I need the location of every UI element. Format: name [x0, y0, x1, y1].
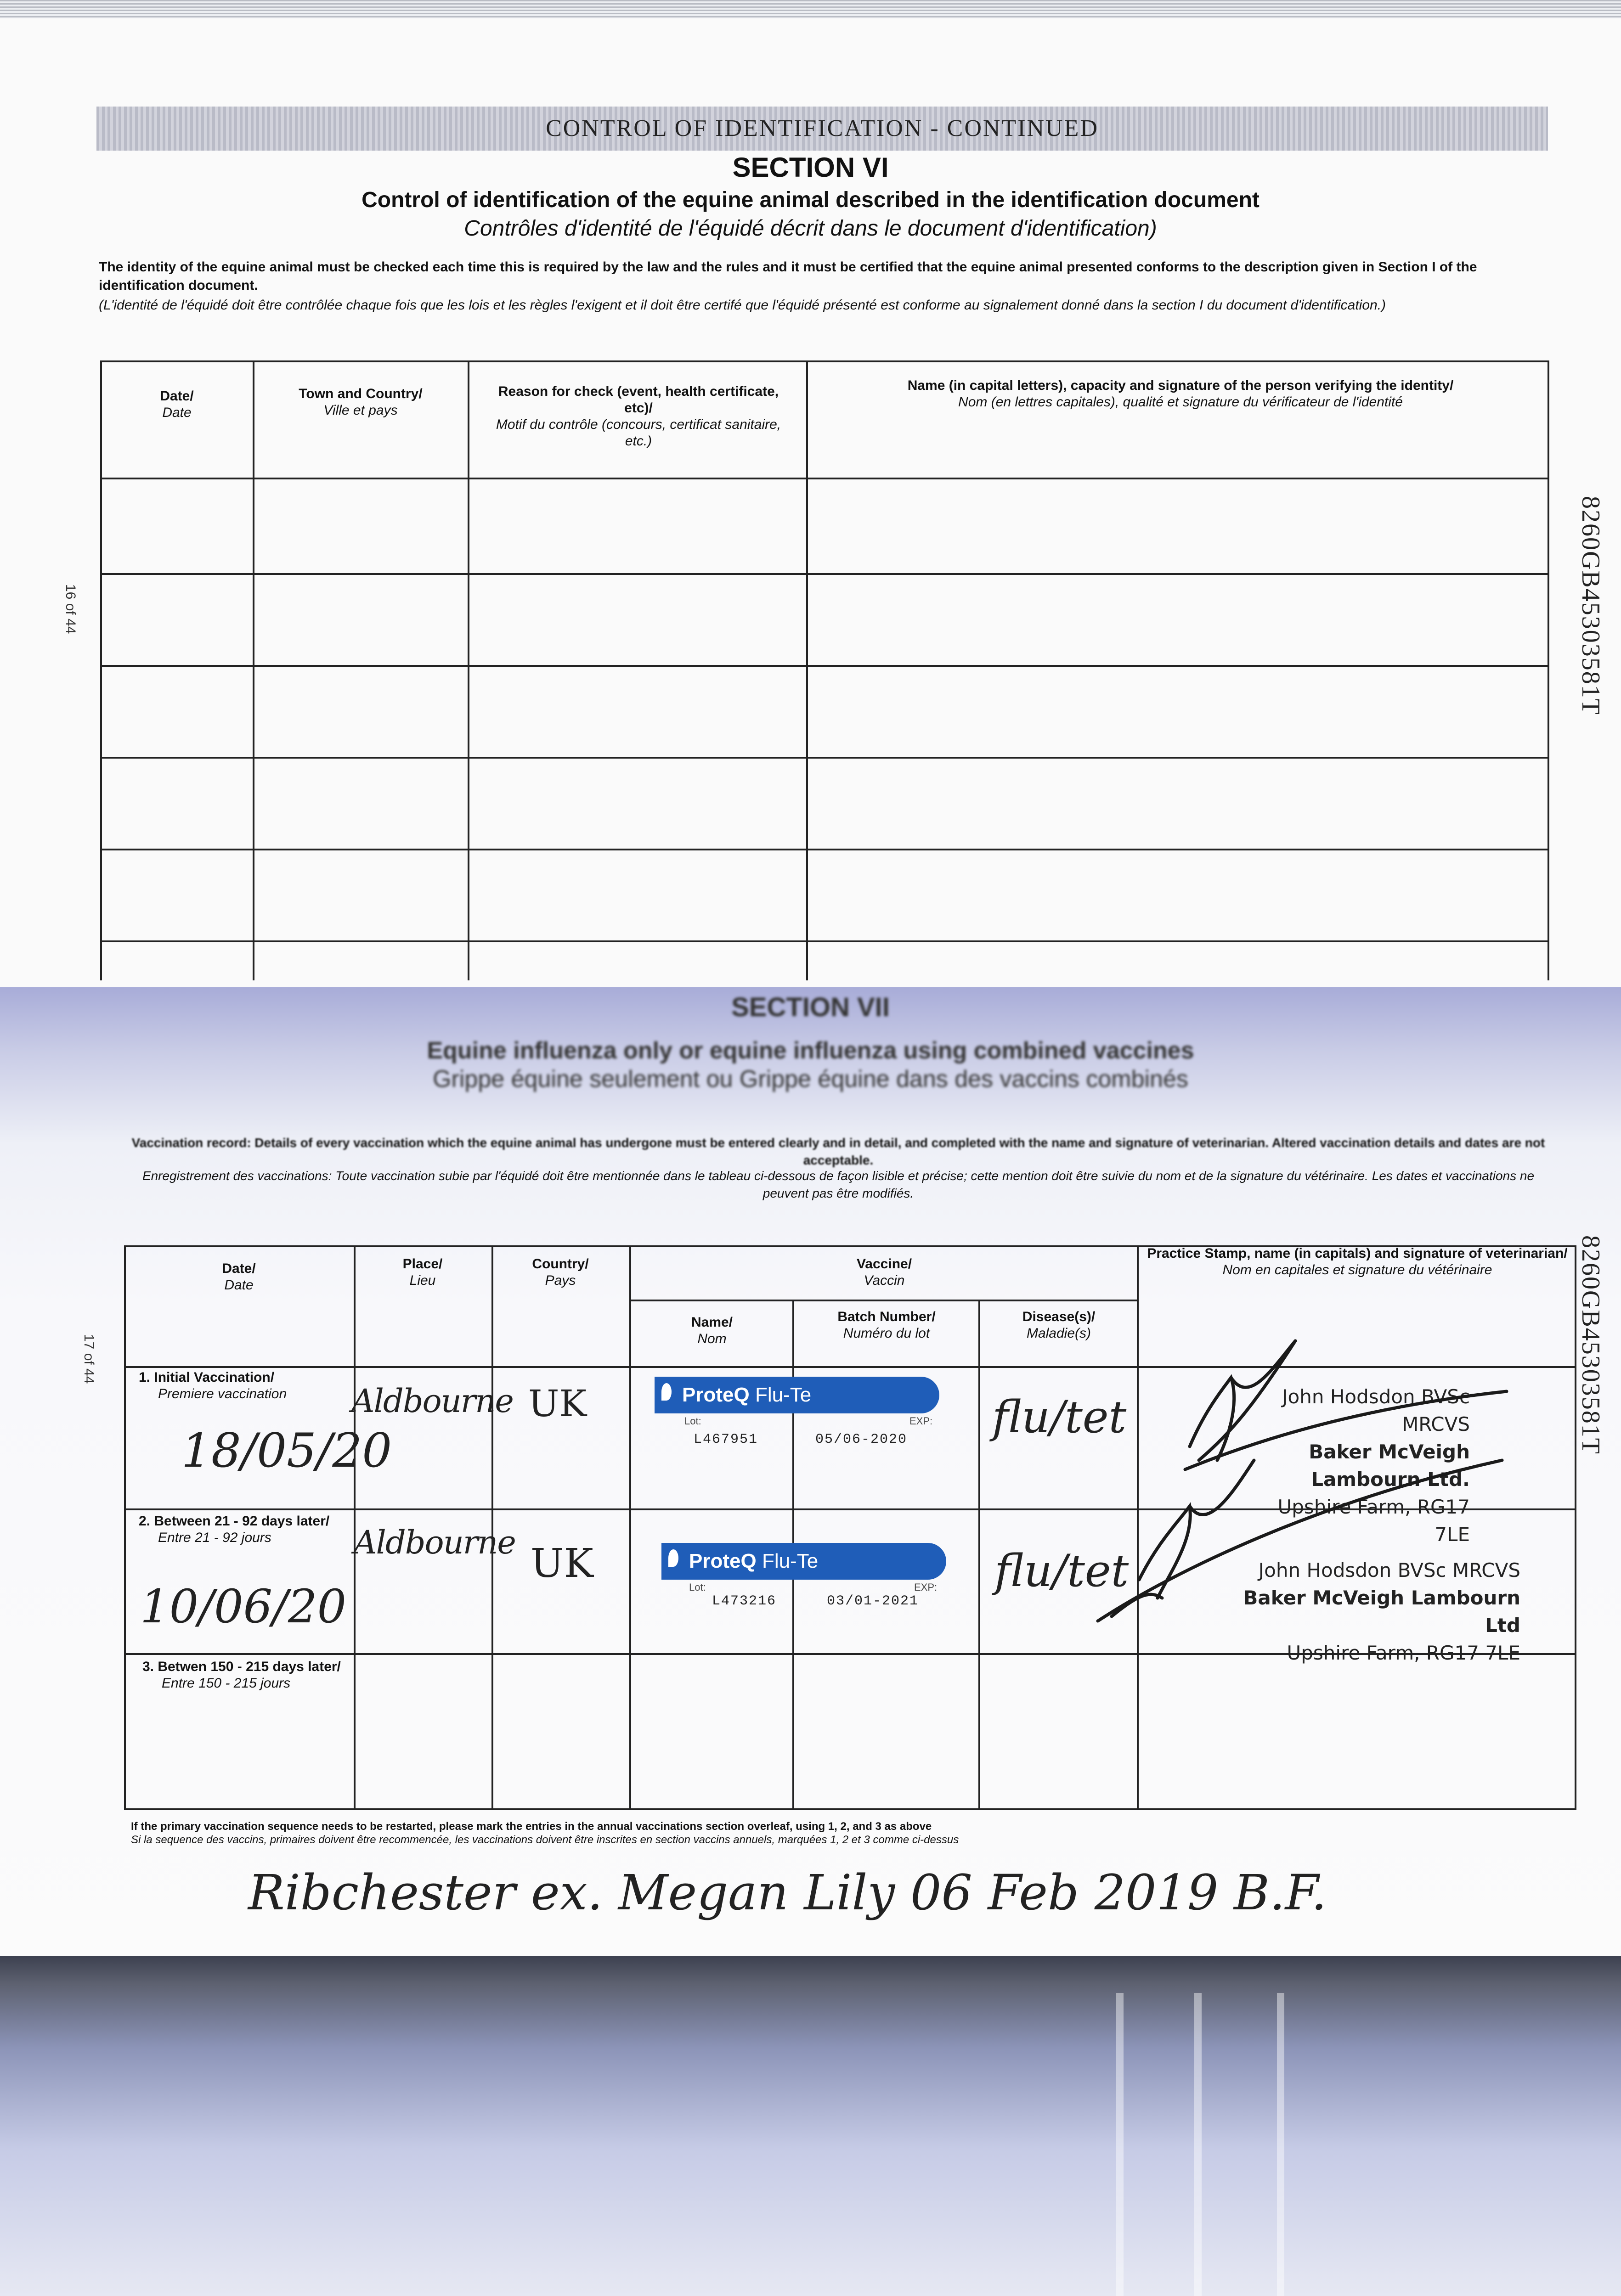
- table-column-divider: [806, 360, 808, 980]
- row1-place: Aldbourne: [351, 1382, 513, 1420]
- vaccine-header-date: Date/ Date: [222, 1261, 256, 1293]
- signature-stroke-8: [1112, 1594, 1162, 1616]
- column-header-date: Date/ Date: [160, 388, 194, 420]
- row2-disease: flu/tet: [994, 1545, 1129, 1597]
- drop-icon: [661, 1383, 672, 1401]
- section-vi-instruction-en: The identity of the equine animal must be checked each time this is required by the law and the rules and it must be certified that the equine animal presented conforms to the description given in Section I of the identification document.: [99, 259, 1477, 293]
- signature-stroke-7: [1190, 1460, 1254, 1515]
- row1-lot-label: Lot:: [684, 1415, 701, 1427]
- section-vii-title-en: Equine influenza only or equine influenza using combined vaccines: [427, 1037, 1194, 1064]
- table-subheader-divider: [629, 1300, 1137, 1301]
- vaccine-label-row1: ProteQ Flu-Te: [655, 1377, 939, 1413]
- row3-label: 3. Betwen 150 - 215 days later/ Entre 150 - 215 jours: [142, 1659, 341, 1691]
- row2-date: 10/06/20: [140, 1580, 347, 1633]
- table-row-divider: [100, 849, 1549, 850]
- row2-vet-stamp: John Hodsdon BVSc MRCVS Baker McVeigh Lambourn Ltd Upshire Farm, RG17 7LE: [1243, 1559, 1520, 1664]
- row1-exp-label: EXP:: [909, 1415, 933, 1427]
- signature-stroke-3: [1231, 1341, 1295, 1387]
- section-vi-title-en: Control of identification of the equine animal described in the identification document: [361, 188, 1260, 212]
- scan-bottom-background: [0, 1956, 1621, 2296]
- vaccine-header-vaccine: Vaccine/ Vaccin: [856, 1256, 912, 1288]
- section-vi-heading: SECTION VI: [732, 152, 889, 183]
- row1-lot: L467951: [694, 1432, 758, 1447]
- table-column-divider: [629, 1245, 631, 1810]
- header-banner: CONTROL OF IDENTIFICATION - CONTINUED: [546, 115, 1099, 141]
- table-column-divider: [468, 360, 469, 980]
- vaccine-header-country: Country/ Pays: [532, 1256, 589, 1288]
- signature-stroke-6: [1139, 1506, 1190, 1598]
- row1-country: UK: [528, 1382, 587, 1425]
- vaccine-header-stamp: Practice Stamp, name (in capitals) and signature of veterinarian/ Nom en capitales et signature du vétérinaire: [1147, 1246, 1568, 1277]
- side-id-page16: 8260GB45303581T: [1576, 496, 1605, 715]
- row1-exp: 05/06-2020: [815, 1432, 908, 1447]
- scan-streak: [1194, 1993, 1202, 2296]
- side-id-page17: 8260GB45303581T: [1576, 1235, 1605, 1455]
- scan-top-edge: [0, 0, 1621, 18]
- table-row-divider: [100, 757, 1549, 759]
- table-row-divider: [100, 573, 1549, 575]
- row1-date: 18/05/20: [181, 1424, 392, 1478]
- section-vii-heading: SECTION VII: [731, 992, 890, 1022]
- row1-disease: flu/tet: [992, 1391, 1127, 1443]
- footnote-fr: Si la sequence des vaccins, primaires doivent être recommencée, les vaccinations doivent être inscrites en section vaccins annuels, marquées 1, 2 et 3 comme ci-dessus: [131, 1834, 959, 1846]
- row2-lot: L473216: [712, 1593, 777, 1609]
- table-row-divider: [100, 940, 1549, 942]
- column-header-reason: Reason for check (event, health certificate, etc)/ Motif du contrôle (concours, certificat sanitaire, etc.): [496, 384, 781, 449]
- handwritten-note: Ribchester ex. Megan Lily 06 Feb 2019 B.F.: [248, 1864, 1327, 1921]
- section-vii-instruction-en: Vaccination record: Details of every vaccination which the equine animal has undergone must be entered clearly and in detail, and completed with the name and signature of veterinarian. Altered vaccination details and dates are not acceptable.: [131, 1136, 1545, 1167]
- vaccine-header-name: Name/ Nom: [691, 1315, 733, 1346]
- vaccine-header-disease: Disease(s)/ Maladie(s): [1022, 1309, 1096, 1341]
- row2-lot-label: Lot:: [689, 1581, 706, 1593]
- vaccine-header-place: Place/ Lieu: [402, 1256, 443, 1288]
- vet-signature-drawings: [1079, 1322, 1548, 1662]
- table-column-divider: [978, 1300, 980, 1810]
- scan-streak: [1116, 1993, 1124, 2296]
- scan-streak: [1277, 1993, 1284, 2296]
- row2-country: UK: [531, 1541, 593, 1587]
- row2-place: Aldbourne: [354, 1524, 515, 1561]
- page-number-16: 16 of 44: [63, 584, 78, 634]
- identity-check-table: [100, 360, 1549, 980]
- table-column-divider: [253, 360, 254, 980]
- row2-exp: 03/01-2021: [827, 1593, 919, 1609]
- section-vii-instruction-fr: Enregistrement des vaccinations: Toute vaccination subie par l'équidé doit être mentionnée dans le tableau ci-dessous de façon lisible et précise; cette mention doit être suivie du nom et de la signature du vétérinaire. Les dates et vaccinations ne peuvent pas être modifiés.: [142, 1169, 1535, 1200]
- section-vi-instruction-fr: (L'identité de l'équidé doit être contrôlée chaque fois que les lois et les règles l'exigent et il doit être certifé que l'équidé présenté est conforme au signalement donné dans la section I du document d'identification.): [99, 298, 1386, 313]
- drop-icon: [668, 1549, 678, 1567]
- row2-exp-label: EXP:: [914, 1581, 938, 1593]
- column-header-verifier: Name (in capital letters), capacity and signature of the person verifying the identity/ Nom (en lettres capitales), qualité et signature du vérificateur de l'identité: [907, 378, 1454, 410]
- row1-vet-stamp: John Hodsdon BVSc MRCVS Baker McVeigh Lambourn Ltd. Upshire Farm, RG17 7LE: [1277, 1385, 1470, 1546]
- row1-label: 1. Initial Vaccination/ Premiere vaccination: [139, 1370, 287, 1401]
- page-number-17: 17 of 44: [81, 1334, 96, 1384]
- column-header-town-country: Town and Country/ Ville et pays: [299, 386, 423, 418]
- table-row-divider: [100, 665, 1549, 667]
- vaccine-header-batch: Batch Number/ Numéro du lot: [837, 1309, 936, 1341]
- section-vi-title-fr: Contrôles d'identité de l'équidé décrit dans le document d'identification): [464, 216, 1157, 241]
- vaccine-label-row2: ProteQ Flu-Te: [661, 1543, 946, 1580]
- footnote-en: If the primary vaccination sequence needs to be restarted, please mark the entries in the annual vaccinations section overleaf, using 1, 2, and 3 as above: [131, 1820, 932, 1833]
- table-row-divider: [100, 478, 1549, 479]
- row2-label: 2. Between 21 - 92 days later/ Entre 21 - 92 jours: [139, 1514, 330, 1545]
- section-vii-title-fr: Grippe équine seulement ou Grippe équine dans des vaccins combinés: [433, 1066, 1188, 1092]
